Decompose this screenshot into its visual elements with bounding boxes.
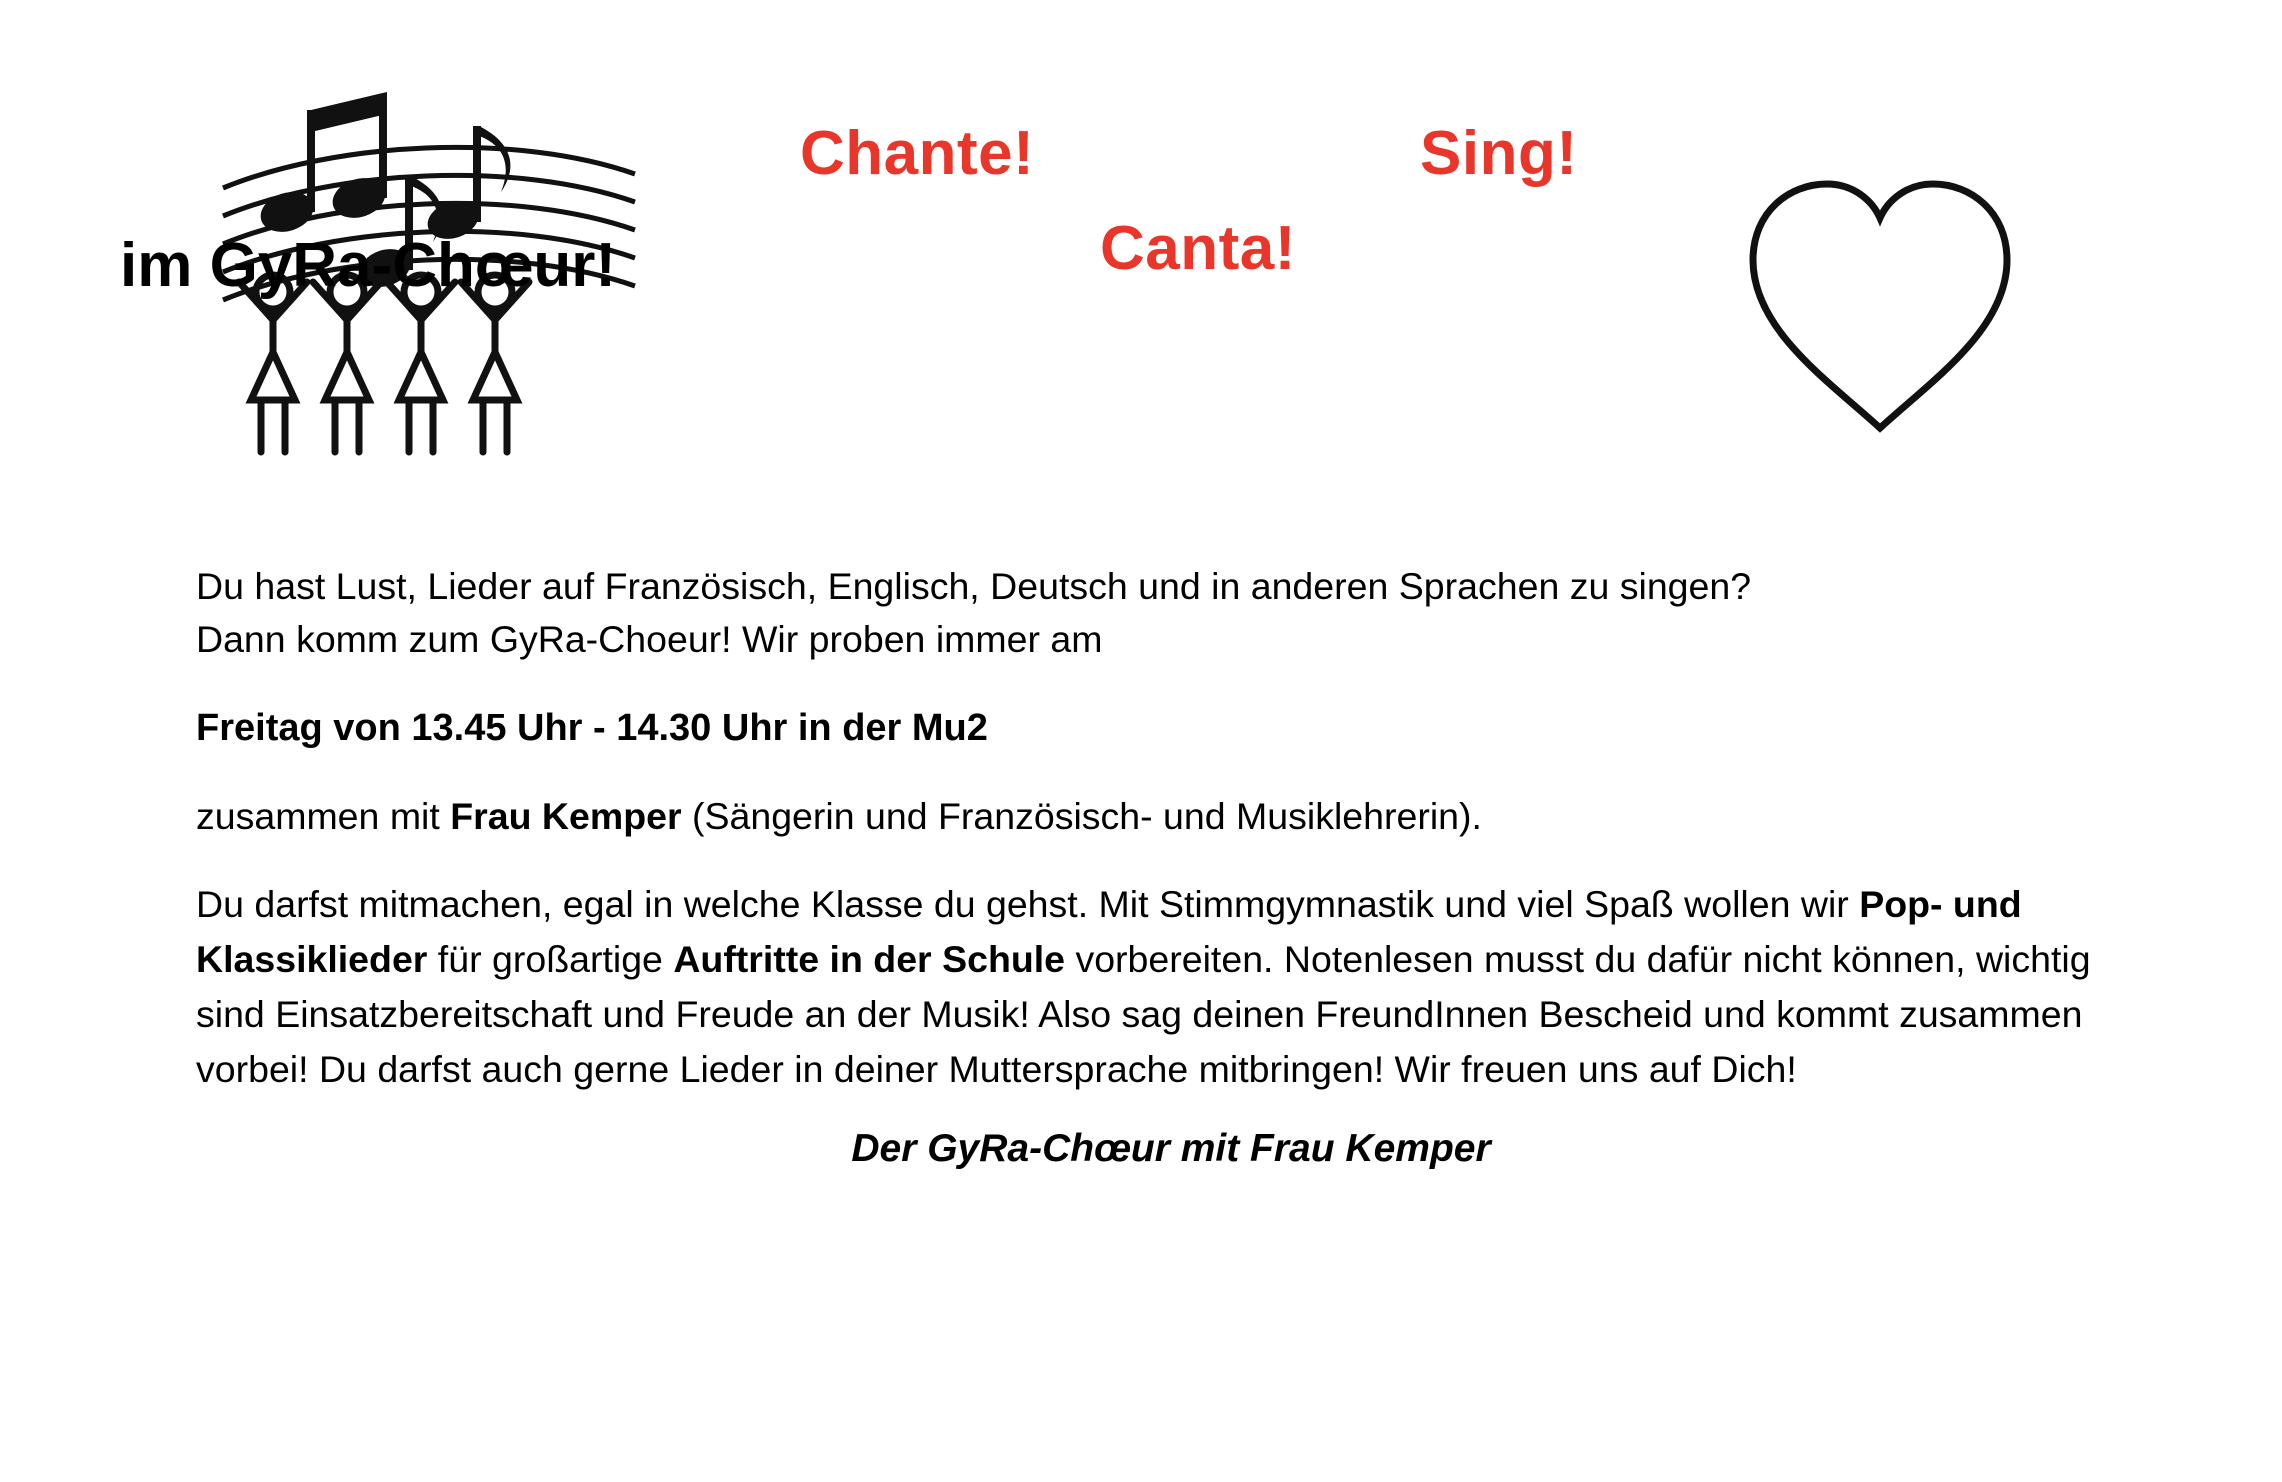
slogan-canta: Canta! xyxy=(1100,214,1296,283)
slogan-row-2 xyxy=(760,213,1660,308)
intro-line-2: Dann komm zum GyRa-Choeur! Wir proben immer am xyxy=(196,618,1103,661)
main-part-2: für großartige xyxy=(427,937,674,980)
main-part-3: vorbereiten. Notenlesen musst du dafür nicht können, wichtig sind Einsatzbereitschaft und Freude an der Musik! Also sag deinen FreundInnen Bescheid und kommt zusammen vorbei! Du darfst auch gerne Lieder in deiner Muttersprache mitbringen! Wir freuen uns auf Dich! xyxy=(196,937,2091,1091)
page-title: im GyRa-Chœur! xyxy=(120,231,616,300)
teacher-line-suffix: (Sängerin und Französisch- und Musiklehrerin). xyxy=(681,794,1482,837)
poster-body xyxy=(196,560,2116,1171)
main-bold-2: Auftritte in der Schule xyxy=(673,937,1066,980)
poster-header xyxy=(0,0,2282,530)
slogan-sing: Sing! xyxy=(1420,119,1578,188)
rehearsal-time: Freitag von 13.45 Uhr - 14.30 Uhr in der Mu2 xyxy=(196,706,988,749)
teacher-name: Frau Kemper xyxy=(450,794,682,837)
slogan-group xyxy=(760,118,1660,308)
signature-line: Der GyRa-Chœur mit Frau Kemper xyxy=(851,1127,1491,1171)
main-paragraph xyxy=(196,877,2116,1098)
main-bold-1: Pop- und Klassiklieder xyxy=(196,882,2022,980)
main-part-1: Du darfst mitmachen, egal in welche Klasse du gehst. Mit Stimmgymnastik und viel Spaß wollen wir xyxy=(196,882,1860,925)
intro-paragraph xyxy=(196,560,2116,667)
slogan-row-1 xyxy=(760,118,1660,213)
teacher-line-prefix: zusammen mit xyxy=(196,794,451,837)
intro-line-1: Du hast Lust, Lieder auf Französisch, Englisch, Deutsch und in anderen Sprachen zu singen? xyxy=(196,565,1752,607)
teacher-line xyxy=(196,790,2116,843)
slogan-chante: Chante! xyxy=(800,119,1035,188)
heart-outline-icon xyxy=(1735,170,2025,440)
